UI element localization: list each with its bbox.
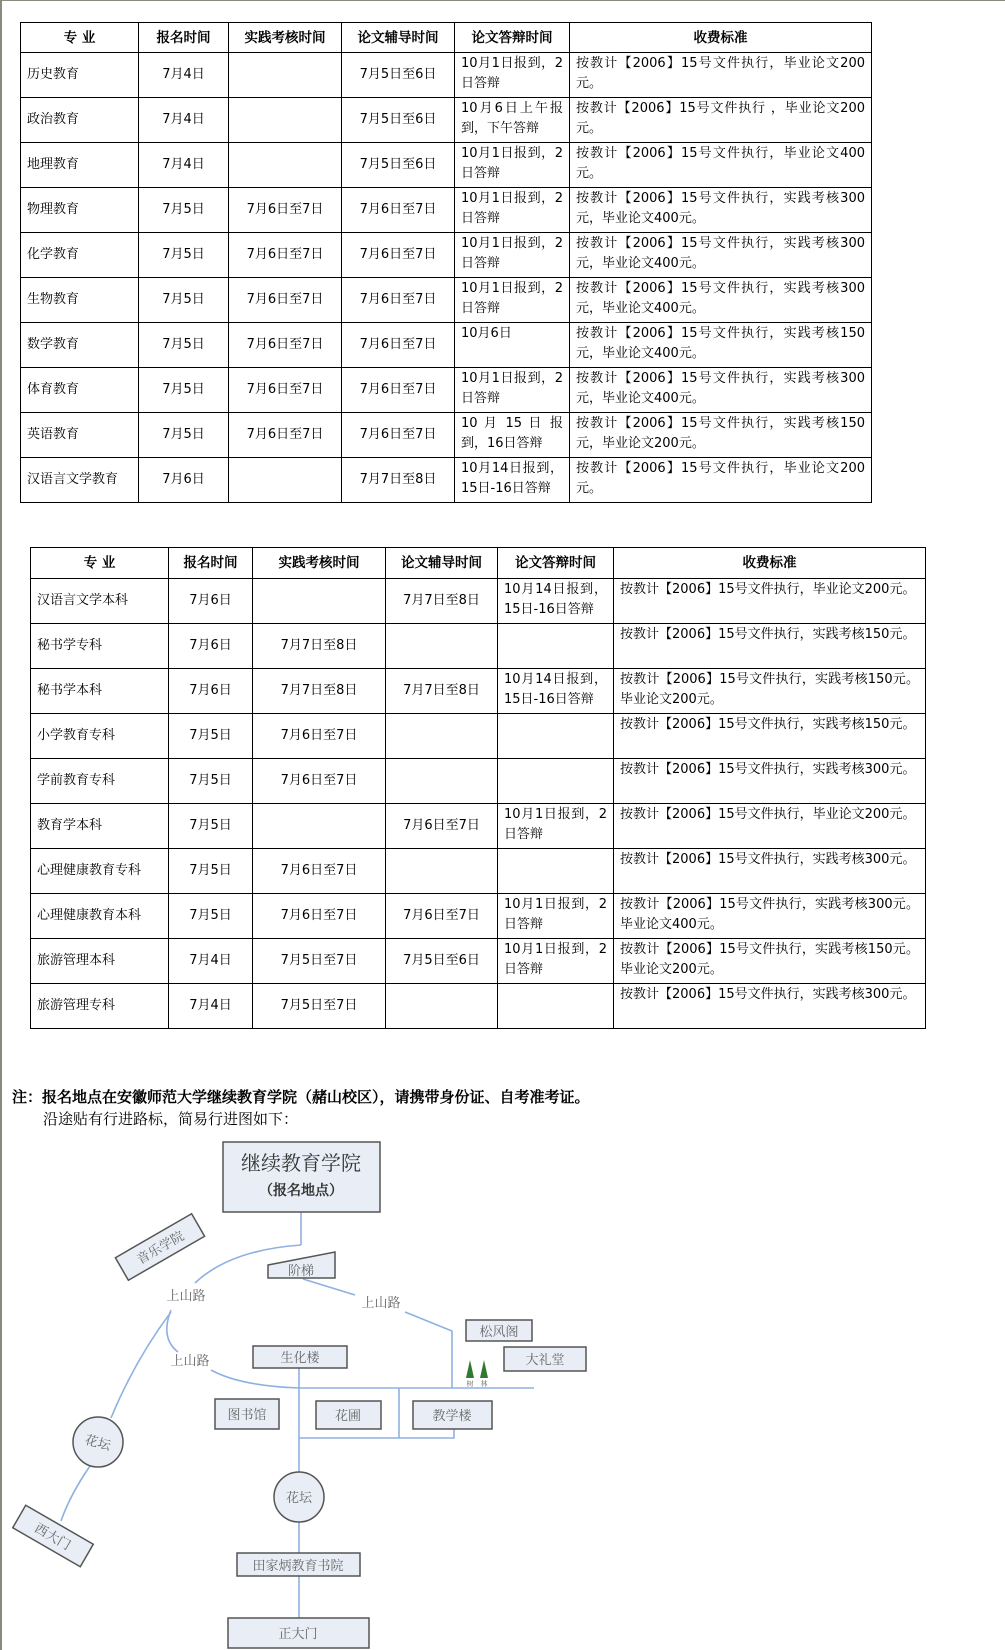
table-row (31, 894, 926, 939)
thesis-defense-cell: 10 月 15 日 报到，16日答辩 (455, 413, 570, 458)
tian-college-label: 田家炳教育书院 (252, 1559, 344, 1574)
practice-exam-cell (229, 98, 342, 143)
schedule-table-2 (30, 547, 926, 1029)
registration-date-cell: 7月6日 (169, 669, 253, 714)
major-cell: 秘书学本科 (31, 669, 169, 714)
thesis-defense-cell: 10月1日报到，2日答辩 (455, 368, 570, 413)
fee-standard-cell: 按教计【2006】15号文件执行，实践考核150元，毕业论文200元。 (570, 413, 872, 458)
thesis-tutoring-cell: 7月7日至8日 (342, 458, 455, 503)
flowerbed-label: 花坛 (285, 1491, 313, 1506)
major-cell: 地理教育 (21, 143, 139, 188)
table-row (21, 323, 872, 368)
table-row (21, 98, 872, 143)
thesis-tutoring-cell (386, 714, 498, 759)
registration-date-cell: 7月5日 (139, 323, 229, 368)
practice-exam-cell: 7月6日至7日 (253, 759, 386, 804)
stairs-label: 阶梯 (287, 1264, 315, 1279)
thesis-defense-cell (498, 624, 614, 669)
practice-exam-cell: 7月6日至7日 (229, 368, 342, 413)
practice-exam-cell: 7月5日至7日 (253, 939, 386, 984)
road-segment (405, 1312, 452, 1388)
thesis-defense-cell: 10月1日报到，2日答辩 (455, 53, 570, 98)
thesis-defense-cell: 10月14日报到，15日-16日答辩 (498, 579, 614, 624)
biochem-label: 生化楼 (280, 1351, 320, 1366)
table-row (31, 984, 926, 1029)
thesis-defense-cell: 10月1日报到，2日答辩 (498, 939, 614, 984)
table-row (21, 413, 872, 458)
road-label: 上山路 (166, 1289, 206, 1304)
window-border-top (0, 0, 1005, 1)
road-segment (303, 1279, 355, 1295)
major-cell: 心理健康教育专科 (31, 849, 169, 894)
registration-date-cell: 7月4日 (139, 53, 229, 98)
flowerbed-label: 花坛 (83, 1432, 113, 1455)
tree-label: 林 (480, 1380, 488, 1388)
column-header: 报名时间 (139, 23, 229, 53)
fee-standard-cell: 按教计【2006】15号文件执行，实践考核150元。 (614, 714, 926, 759)
thesis-tutoring-cell: 7月6日至7日 (342, 368, 455, 413)
fee-standard-cell: 按教计【2006】15号文件执行，实践考核300元。 (614, 849, 926, 894)
major-cell: 旅游管理专科 (31, 984, 169, 1029)
major-cell: 历史教育 (21, 53, 139, 98)
thesis-defense-cell: 10月14日报到，15日-16日答辩 (455, 458, 570, 503)
road-label: 上山路 (170, 1354, 210, 1369)
fee-standard-cell: 按教计【2006】15号文件执行，实践考核300元，毕业论文400元。 (570, 188, 872, 233)
thesis-tutoring-cell (386, 624, 498, 669)
main-gate-label: 正大门 (278, 1627, 318, 1642)
thesis-tutoring-cell: 7月5日至6日 (342, 53, 455, 98)
column-header: 专 业 (31, 548, 169, 579)
tree-icon (466, 1360, 488, 1378)
table-row (31, 759, 926, 804)
fee-standard-cell: 按教计【2006】15号文件执行，毕业论文200元。 (570, 458, 872, 503)
fee-standard-cell: 按教计【2006】15号文件执行，实践考核300元，毕业论文400元。 (570, 278, 872, 323)
table-row (21, 368, 872, 413)
table-row (21, 458, 872, 503)
practice-exam-cell (253, 579, 386, 624)
column-header: 论文辅导时间 (342, 23, 455, 53)
registration-date-cell: 7月5日 (169, 804, 253, 849)
registration-date-cell: 7月5日 (139, 413, 229, 458)
major-cell: 旅游管理本科 (31, 939, 169, 984)
songfengge-label: 松风阁 (479, 1325, 519, 1340)
garden-label: 花圃 (334, 1409, 362, 1424)
fee-standard-cell: 按教计【2006】15号文件执行，毕业论文200元。 (570, 53, 872, 98)
thesis-tutoring-cell: 7月6日至7日 (386, 804, 498, 849)
table-row (21, 278, 872, 323)
thesis-defense-cell: 10月1日报到，2日答辩 (455, 188, 570, 233)
fee-standard-cell: 按教计【2006】15号文件执行，毕业论文200元。 (614, 579, 926, 624)
practice-exam-cell (229, 458, 342, 503)
thesis-defense-cell: 10月1日报到，2日答辩 (498, 894, 614, 939)
registration-date-cell: 7月6日 (169, 579, 253, 624)
thesis-tutoring-cell: 7月5日至6日 (386, 939, 498, 984)
table-row (21, 53, 872, 98)
thesis-tutoring-cell: 7月5日至6日 (342, 143, 455, 188)
practice-exam-cell: 7月6日至7日 (253, 714, 386, 759)
fee-standard-cell: 按教计【2006】15号文件执行，实践考核300元。毕业论文400元。 (614, 894, 926, 939)
thesis-defense-cell: 10月6日 (455, 323, 570, 368)
thesis-tutoring-cell (386, 759, 498, 804)
thesis-tutoring-cell: 7月6日至7日 (342, 413, 455, 458)
registration-date-cell: 7月5日 (139, 368, 229, 413)
table-row (31, 624, 926, 669)
registration-date-cell: 7月6日 (139, 458, 229, 503)
table-header-row (31, 548, 926, 579)
registration-date-cell: 7月6日 (169, 624, 253, 669)
registration-date-cell: 7月5日 (139, 278, 229, 323)
thesis-tutoring-cell: 7月5日至6日 (342, 98, 455, 143)
road-label: 上山路 (361, 1296, 401, 1311)
registration-date-cell: 7月5日 (169, 759, 253, 804)
thesis-defense-cell: 10月1日报到，2日答辩 (455, 278, 570, 323)
column-header: 论文答辩时间 (455, 23, 570, 53)
fee-standard-cell: 按教计【2006】15号文件执行，毕业论文200元。 (614, 804, 926, 849)
column-header: 论文辅导时间 (386, 548, 498, 579)
table-header-row (21, 23, 872, 53)
music-school-label: 音乐学院 (134, 1228, 188, 1268)
practice-exam-cell: 7月7日至8日 (253, 669, 386, 714)
main-building-subtitle: （报名地点） (259, 1183, 343, 1199)
major-cell: 汉语言文学教育 (21, 458, 139, 503)
table-row (21, 188, 872, 233)
column-header: 实践考核时间 (253, 548, 386, 579)
thesis-tutoring-cell: 7月6日至7日 (342, 323, 455, 368)
major-cell: 政治教育 (21, 98, 139, 143)
practice-exam-cell (229, 143, 342, 188)
practice-exam-cell: 7月6日至7日 (253, 894, 386, 939)
table-row (31, 669, 926, 714)
practice-exam-cell: 7月6日至7日 (229, 233, 342, 278)
registration-date-cell: 7月4日 (139, 98, 229, 143)
thesis-tutoring-cell (386, 984, 498, 1029)
thesis-defense-cell: 10月1日报到，2日答辩 (455, 143, 570, 188)
column-header: 报名时间 (169, 548, 253, 579)
major-cell: 心理健康教育本科 (31, 894, 169, 939)
thesis-tutoring-cell: 7月6日至7日 (342, 278, 455, 323)
table-row (21, 233, 872, 278)
campus-route-map (0, 1130, 1005, 1650)
practice-exam-cell: 7月7日至8日 (253, 624, 386, 669)
thesis-tutoring-cell: 7月7日至8日 (386, 669, 498, 714)
table-row (31, 804, 926, 849)
column-header: 实践考核时间 (229, 23, 342, 53)
library-label: 图书馆 (227, 1408, 267, 1423)
thesis-defense-cell: 10月1日报到，2日答辩 (498, 804, 614, 849)
thesis-defense-cell (498, 984, 614, 1029)
schedule-table-1 (20, 22, 872, 503)
fee-standard-cell: 按教计【2006】15号文件执行，实践考核150元，毕业论文400元。 (570, 323, 872, 368)
registration-date-cell: 7月5日 (169, 849, 253, 894)
thesis-tutoring-cell: 7月6日至7日 (342, 233, 455, 278)
practice-exam-cell: 7月6日至7日 (229, 188, 342, 233)
table-row (31, 939, 926, 984)
major-cell: 体育教育 (21, 368, 139, 413)
tree-label: 树 (466, 1380, 474, 1388)
practice-exam-cell: 7月6日至7日 (253, 849, 386, 894)
table-row (31, 849, 926, 894)
fee-standard-cell: 按教计【2006】15号文件执行，实践考核300元，毕业论文400元。 (570, 368, 872, 413)
table-row (31, 579, 926, 624)
practice-exam-cell: 7月5日至7日 (253, 984, 386, 1029)
registration-date-cell: 7月4日 (139, 143, 229, 188)
teaching-building-label: 教学楼 (432, 1409, 472, 1424)
major-cell: 教育学本科 (31, 804, 169, 849)
fee-standard-cell: 按教计【2006】15号文件执行，实践考核150元。 (614, 624, 926, 669)
thesis-tutoring-cell: 7月6日至7日 (342, 188, 455, 233)
practice-exam-cell (229, 53, 342, 98)
thesis-defense-cell: 10月14日报到，15日-16日答辩 (498, 669, 614, 714)
thesis-tutoring-cell: 7月6日至7日 (386, 894, 498, 939)
thesis-defense-cell (498, 714, 614, 759)
fee-standard-cell: 按教计【2006】15号文件执行，实践考核150元。毕业论文200元。 (614, 939, 926, 984)
practice-exam-cell: 7月6日至7日 (229, 413, 342, 458)
fee-standard-cell: 按教计【2006】15号文件执行，毕业论文400元。 (570, 143, 872, 188)
auditorium-label: 大礼堂 (525, 1353, 565, 1368)
column-header: 收费标准 (570, 23, 872, 53)
fee-standard-cell: 按教计【2006】15号文件执行，实践考核300元，毕业论文400元。 (570, 233, 872, 278)
practice-exam-cell: 7月6日至7日 (229, 278, 342, 323)
note-text: 注：报名地点在安徽师范大学继续教育学院（赭山校区），请携带身份证、自考准考证。 (12, 1088, 590, 1106)
table-row (31, 714, 926, 759)
fee-standard-cell: 按教计【2006】15号文件执行，实践考核300元。 (614, 984, 926, 1029)
thesis-defense-cell (498, 759, 614, 804)
fee-standard-cell: 按教计【2006】15号文件执行，实践考核300元。 (614, 759, 926, 804)
column-header: 专 业 (21, 23, 139, 53)
practice-exam-cell (253, 804, 386, 849)
fee-standard-cell: 按教计【2006】15号文件执行，实践考核150元。毕业论文200元。 (614, 669, 926, 714)
west-gate-label: 西大门 (31, 1521, 73, 1554)
thesis-tutoring-cell (386, 849, 498, 894)
major-cell: 数学教育 (21, 323, 139, 368)
road-segment (61, 1466, 90, 1521)
registration-date-cell: 7月5日 (169, 894, 253, 939)
thesis-tutoring-cell: 7月7日至8日 (386, 579, 498, 624)
major-cell: 秘书学专科 (31, 624, 169, 669)
registration-date-cell: 7月4日 (169, 939, 253, 984)
major-cell: 生物教育 (21, 278, 139, 323)
column-header: 收费标准 (614, 548, 926, 579)
main-building-title: 继续教育学院 (241, 1151, 361, 1175)
column-header: 论文答辩时间 (498, 548, 614, 579)
thesis-defense-cell: 10月6日上午报到，下午答辩 (455, 98, 570, 143)
note-subtext: 沿途贴有行进路标，简易行进图如下： (43, 1110, 299, 1128)
registration-date-cell: 7月5日 (139, 188, 229, 233)
major-cell: 英语教育 (21, 413, 139, 458)
thesis-defense-cell (498, 849, 614, 894)
practice-exam-cell: 7月6日至7日 (229, 323, 342, 368)
registration-date-cell: 7月4日 (169, 984, 253, 1029)
road-segment (111, 1312, 171, 1418)
major-cell: 汉语言文学本科 (31, 579, 169, 624)
major-cell: 学前教育专科 (31, 759, 169, 804)
thesis-defense-cell: 10月1日报到，2日答辩 (455, 233, 570, 278)
table-row (21, 143, 872, 188)
major-cell: 物理教育 (21, 188, 139, 233)
major-cell: 小学教育专科 (31, 714, 169, 759)
fee-standard-cell: 按教计【2006】15号文件执行 ，毕业论文200元。 (570, 98, 872, 143)
registration-date-cell: 7月5日 (139, 233, 229, 278)
registration-date-cell: 7月5日 (169, 714, 253, 759)
major-cell: 化学教育 (21, 233, 139, 278)
